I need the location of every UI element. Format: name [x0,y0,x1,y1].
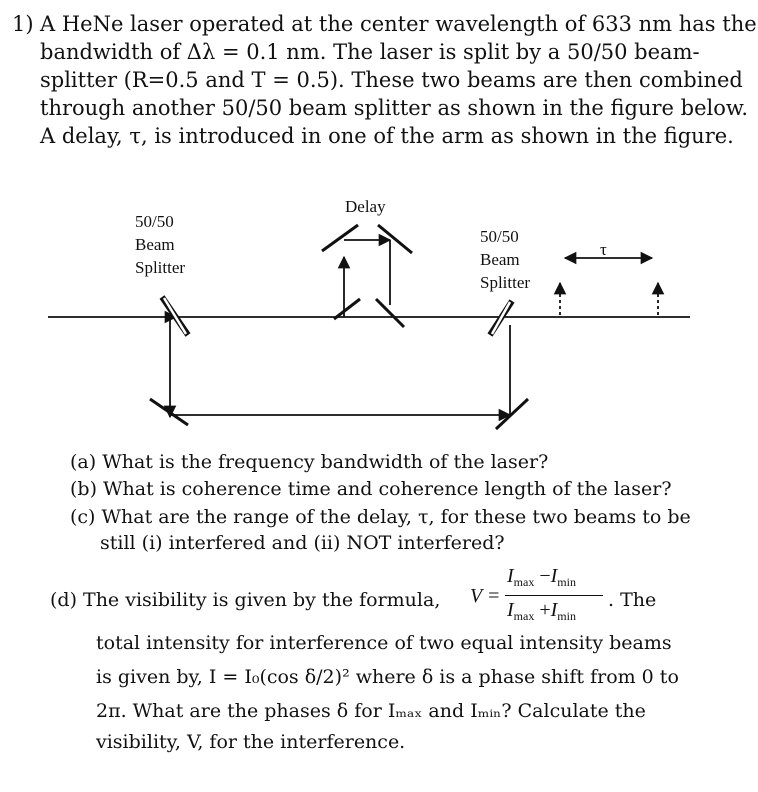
formula-denominator: $I_{max} +I_{min}$ [507,599,576,623]
formula-lhs: V = [470,585,501,607]
question-d-line3: is given by, I = I₀(cos δ/2)² where δ is a phase shift from 0 to [96,666,679,688]
intro-line: through another 50/50 beam splitter as shown in the figure below. [40,96,749,120]
question-c-line2: still (i) interfered and (ii) NOT interfered? [100,532,505,554]
question-d-line5: visibility, V, for the interference. [96,731,406,753]
bottom-left-mirror [150,399,188,425]
delay-mirror-bottom-left [334,299,360,319]
question-c-line1: (c) What are the range of the delay, τ, for these two beams to be [70,506,691,528]
question-a: (a) What is the frequency bandwidth of the laser? [70,451,549,473]
bottom-right-mirror [496,399,528,429]
problem-intro [12,10,757,150]
intro-line: A HeNe laser operated at the center wavelength of 633 nm has the [40,12,757,36]
intro-line: bandwidth of Δλ = 0.1 nm. The laser is split by a 50/50 beam- [40,40,700,64]
delay-mirror-top-left [322,225,358,251]
question-b: (b) What is coherence time and coherence length of the laser? [70,478,672,500]
question-d-line4: 2π. What are the phases δ for Iₘₐₓ and Iₘᵢₙ? Calculate the [96,700,646,722]
tau-label: τ [600,240,607,259]
interferometer-diagram [0,185,758,435]
fraction-bar [505,595,603,596]
right-splitter-label: 50/50 Beam Splitter [480,227,531,292]
problem-number: 1) [12,12,34,36]
intro-line: A delay, τ, is introduced in one of the arm as shown in the figure. [40,124,734,148]
question-d-line2: total intensity for interference of two equal intensity beams [96,632,672,654]
question-d-suffix: . The [608,589,657,611]
delay-mirror-top-right [378,225,412,253]
delay-label: Delay [345,197,386,216]
left-splitter-label: 50/50 Beam Splitter [135,212,186,277]
intro-line: splitter (R=0.5 and T = 0.5). These two beams are then combined [40,68,743,92]
problem-text [40,10,757,150]
formula-numerator: $I_{max} -I_{min}$ [507,565,576,589]
visibility-formula [470,565,610,635]
question-d-prefix: (d) The visibility is given by the formula, [50,589,441,611]
